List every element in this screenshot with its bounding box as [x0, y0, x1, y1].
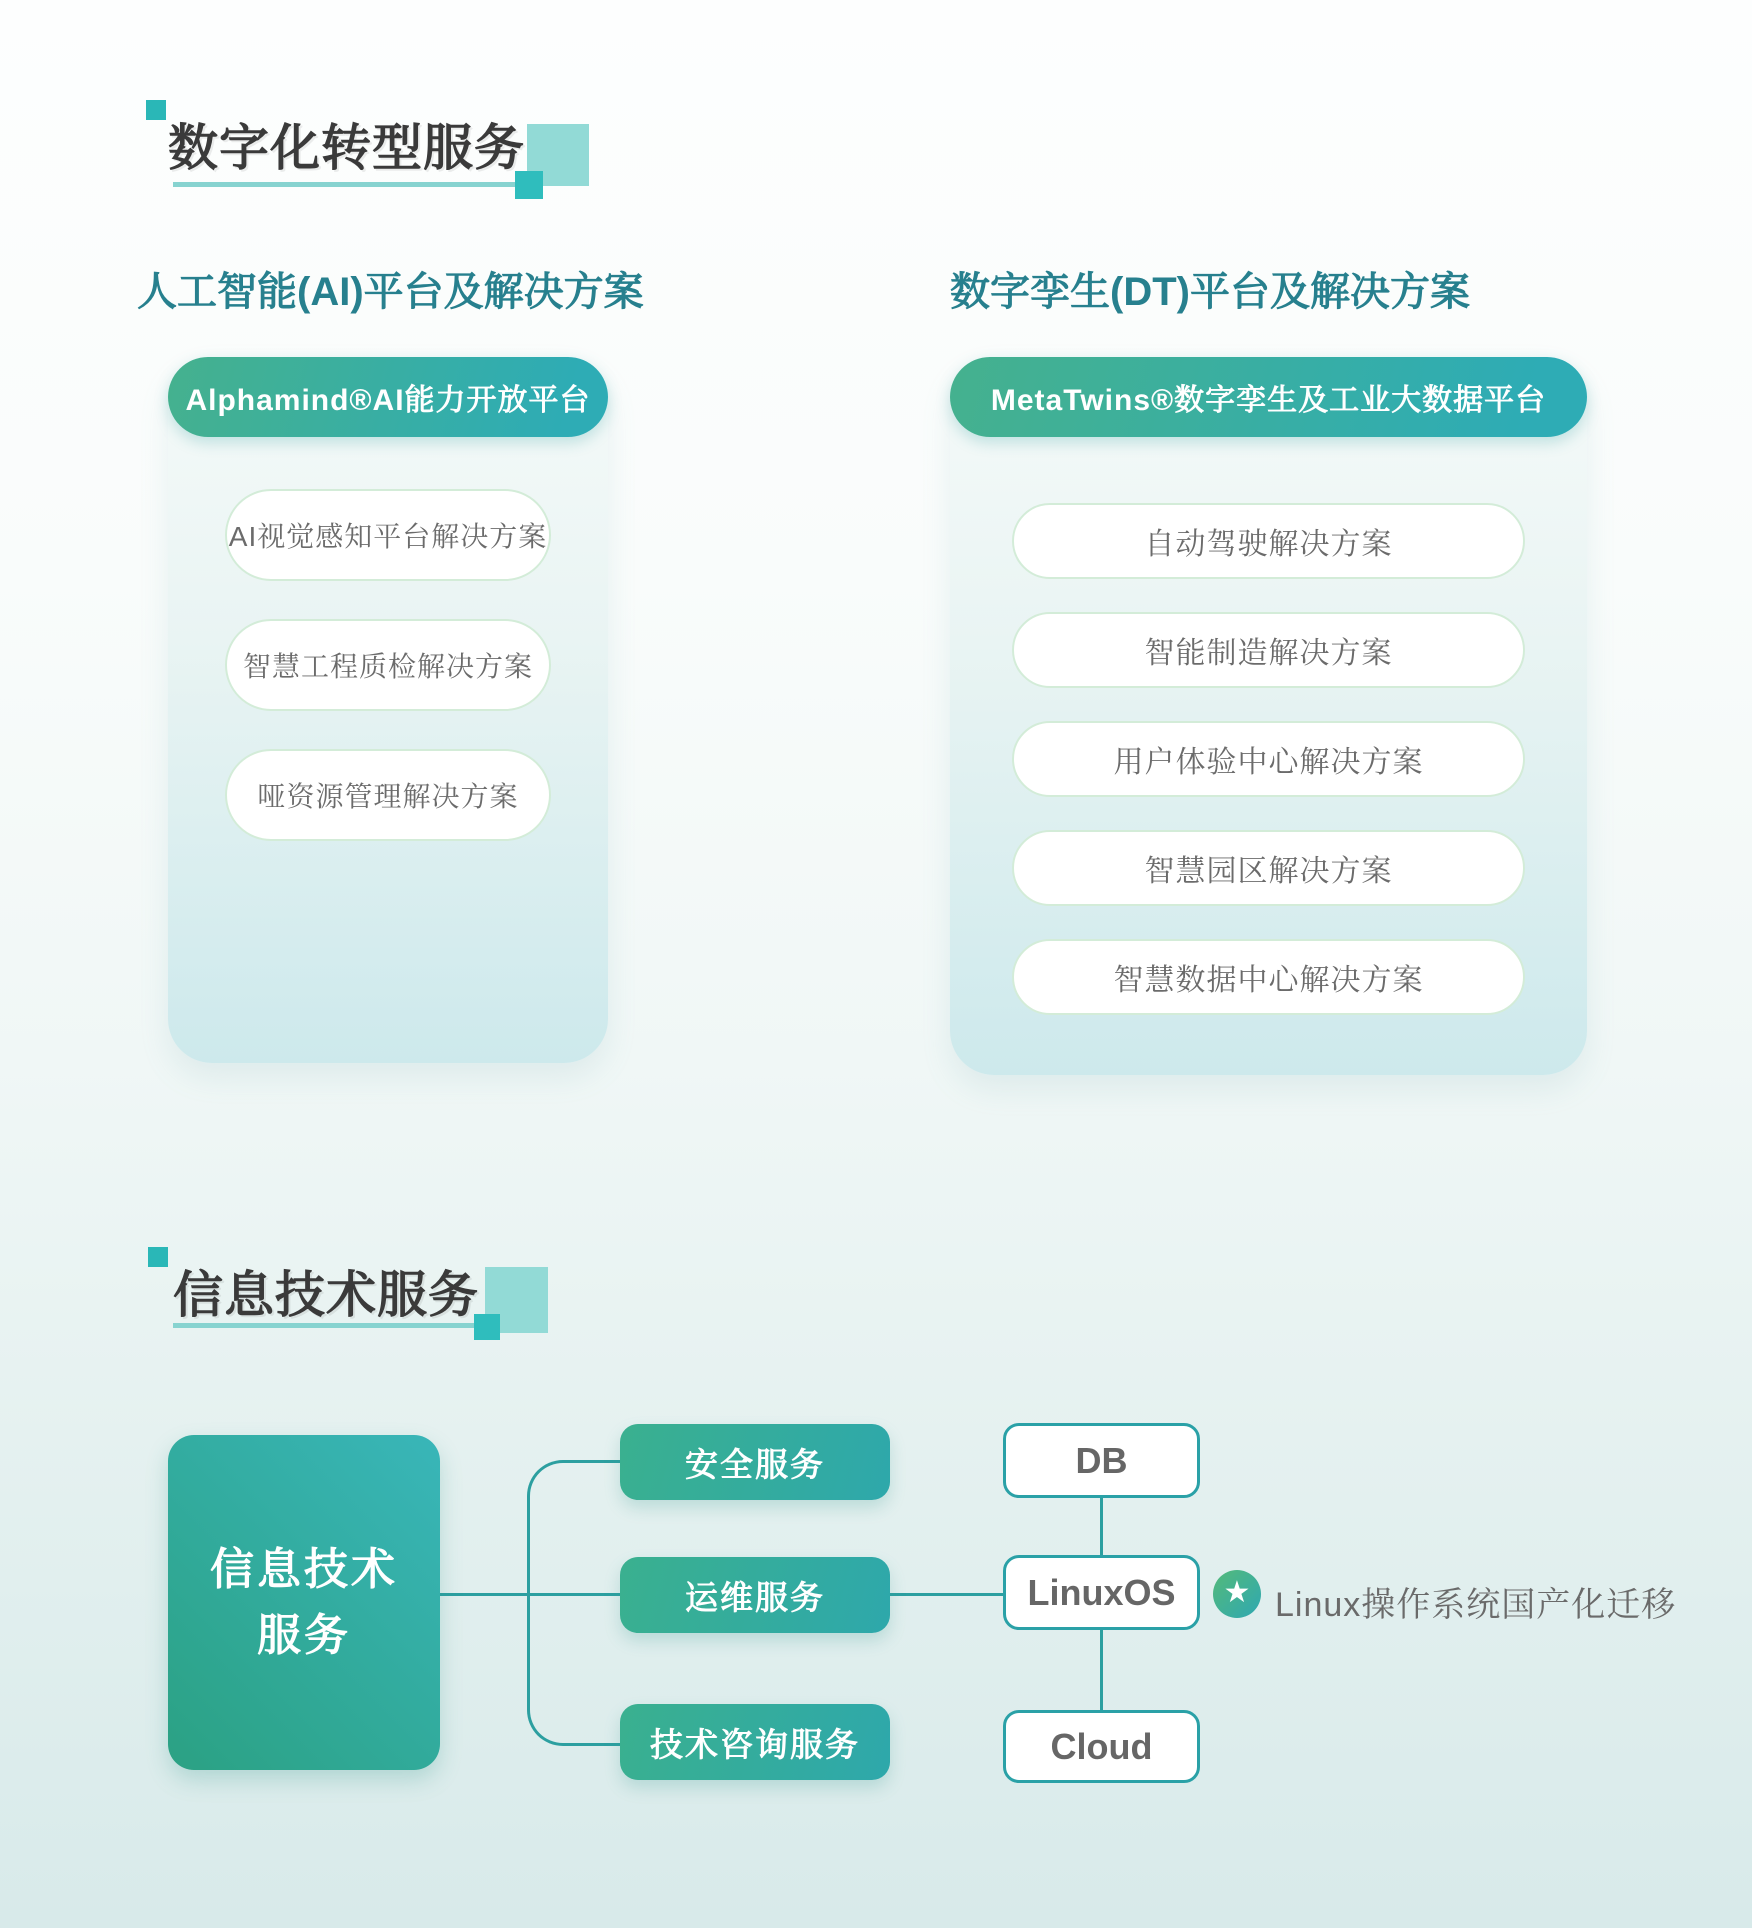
- branch-operations-services: 运维服务: [620, 1557, 890, 1633]
- linux-migration-note: Linux操作系统国产化迁移: [1275, 1586, 1677, 1624]
- card-ai-platform: [168, 357, 608, 1063]
- column-subtitle-dt: 数字孪生(DT)平台及解决方案: [950, 270, 1470, 314]
- it-root-line2: 服务: [257, 1610, 351, 1660]
- node-cloud: Cloud: [1003, 1710, 1200, 1783]
- heading-underline: [173, 182, 518, 187]
- it-root-line1: 信息技术: [210, 1544, 398, 1594]
- solution-pill: 用户体验中心解决方案: [1012, 721, 1525, 797]
- solution-pill: 智能制造解决方案: [1012, 612, 1525, 688]
- solution-pill: AI视觉感知平台解决方案: [225, 489, 551, 581]
- section-title-digital: 数字化转型服务: [168, 120, 525, 176]
- connector-root-to-ops: [440, 1593, 620, 1596]
- node-linuxos: LinuxOS: [1003, 1555, 1200, 1630]
- solution-pill: 哑资源管理解决方案: [225, 749, 551, 841]
- it-root-box: [168, 1435, 440, 1770]
- solution-pill: 智慧园区解决方案: [1012, 830, 1525, 906]
- column-subtitle-ai: 人工智能(AI)平台及解决方案: [137, 270, 644, 314]
- heading-accent-square-small: [146, 100, 166, 120]
- connector-ops-to-linuxos: [890, 1593, 1003, 1596]
- solution-pill: 自动驾驶解决方案: [1012, 503, 1525, 579]
- star-icon: [1213, 1570, 1261, 1618]
- connector-linuxos-to-cloud: [1100, 1630, 1103, 1710]
- heading-accent-square-small: [148, 1247, 168, 1267]
- connector-elbow-consulting: [527, 1673, 623, 1746]
- connector-db-to-linuxos: [1100, 1498, 1103, 1555]
- connector-trunk: [527, 1525, 530, 1680]
- card-header-dt-platform: MetaTwins®数字孪生及工业大数据平台: [950, 357, 1587, 437]
- solution-pill: 智慧工程质检解决方案: [225, 619, 551, 711]
- card-header-ai-platform: Alphamind®AI能力开放平台: [168, 357, 608, 437]
- connector-elbow-security: [527, 1460, 623, 1533]
- card-dt-platform: [950, 357, 1587, 1075]
- star-glyph: ★: [1223, 1575, 1251, 1609]
- branch-security-services: 安全服务: [620, 1424, 890, 1500]
- section-title-it: 信息技术服务: [173, 1267, 479, 1323]
- solution-pill: 智慧数据中心解决方案: [1012, 939, 1525, 1015]
- branch-consulting-services: 技术咨询服务: [620, 1704, 890, 1780]
- node-db: DB: [1003, 1423, 1200, 1498]
